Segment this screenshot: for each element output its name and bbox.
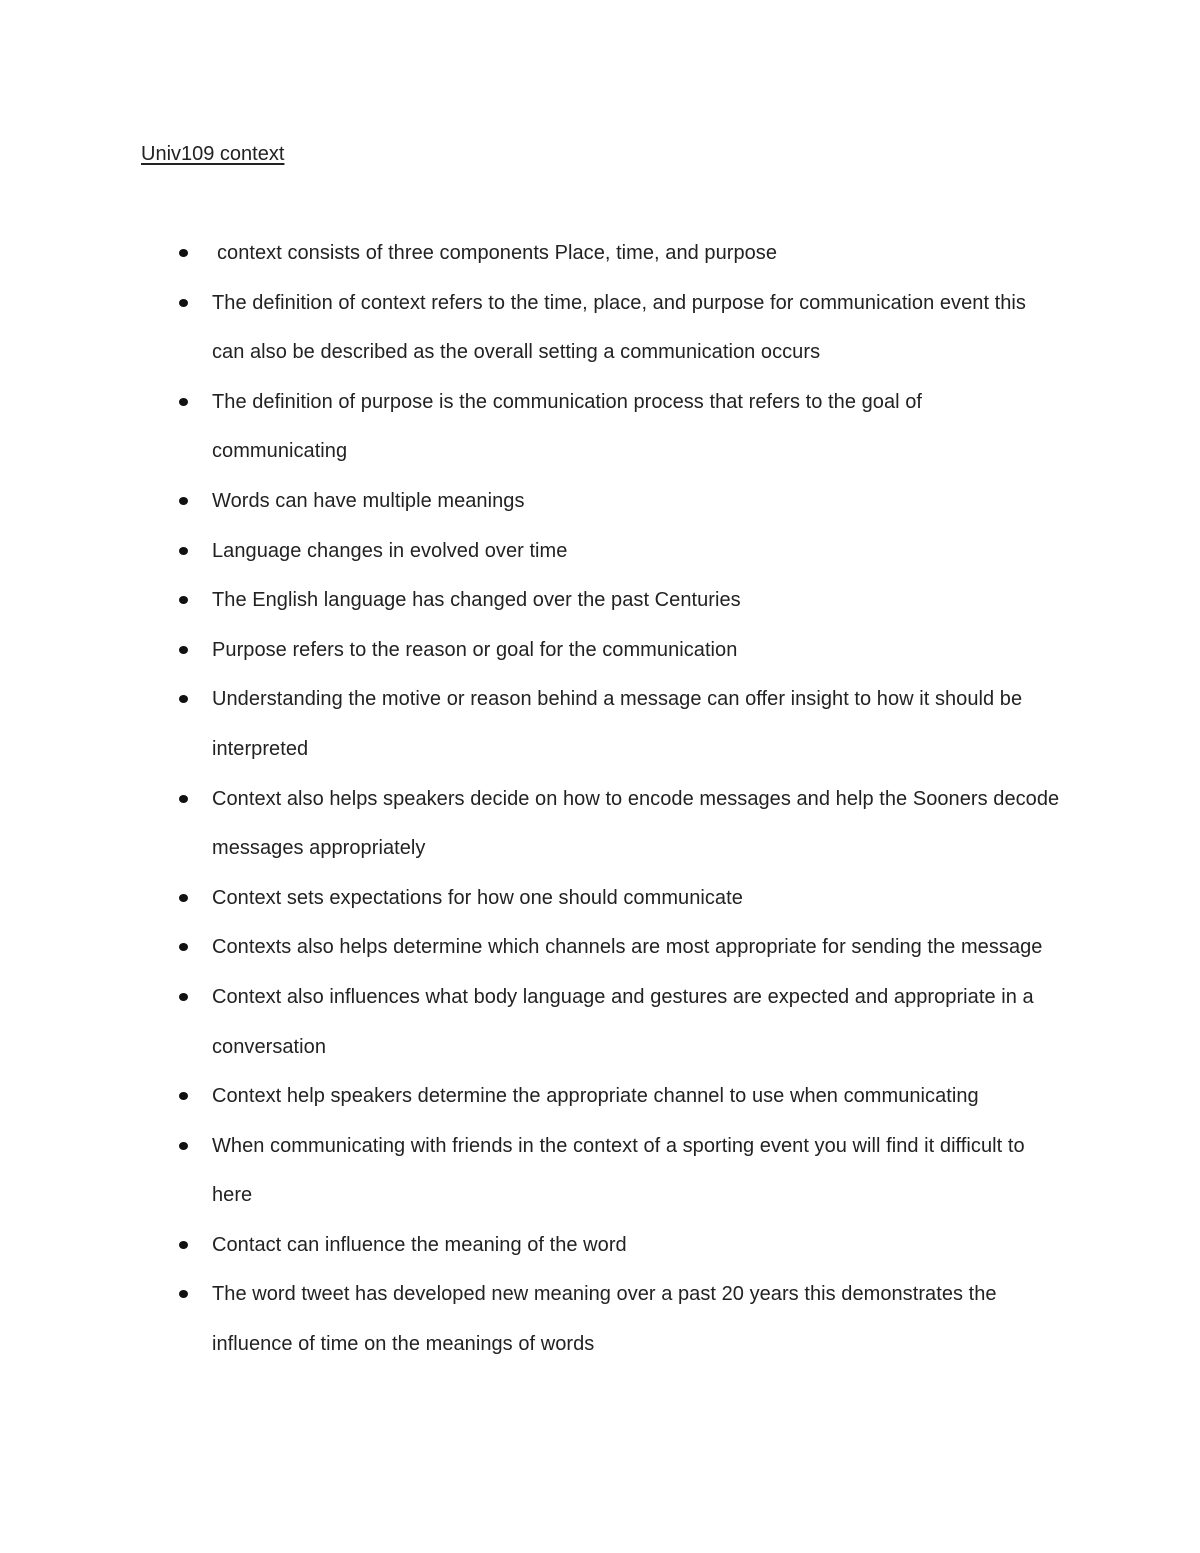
list-item-text: The definition of purpose is the communication process that refers to the goal of communicating <box>212 390 922 463</box>
list-item-text: Understanding the motive or reason behind a message can offer insight to how it should be interpreted <box>212 688 1023 760</box>
bullet-icon <box>179 299 188 307</box>
bullet-icon <box>179 1092 188 1100</box>
bullet-icon <box>179 398 188 406</box>
list-item-text: Context also helps speakers decide on how to encode messages and help the Sooners decode messages appropriately <box>212 787 1060 860</box>
bullet-icon <box>179 497 188 505</box>
page-title: Univ109 context <box>141 143 285 165</box>
bullet-icon <box>179 596 188 604</box>
bullet-icon <box>179 695 188 703</box>
bullet-icon <box>179 547 188 555</box>
list-item-text: Context sets expectations for how one should communicate <box>212 886 743 909</box>
bullet-icon <box>179 993 188 1001</box>
bullet-icon <box>179 1142 188 1150</box>
list-item-text: The English language has changed over the past Centuries <box>212 589 741 612</box>
list-item <box>0 775 1062 874</box>
list-item-text: Purpose refers to the reason or goal for the communication <box>212 638 738 661</box>
list-item-text: When communicating with friends in the context of a sporting event you will find it difficult to here <box>212 1134 1025 1207</box>
list-item-text: Context help speakers determine the appropriate channel to use when communicating <box>212 1085 979 1108</box>
list-item <box>0 378 1062 477</box>
list-item <box>0 229 1062 279</box>
bullet-icon <box>179 795 188 803</box>
list-item <box>0 874 1062 924</box>
list-item-text: Context also influences what body language and gestures are expected and appropriate in a conversation <box>212 985 1034 1058</box>
list-item <box>0 1122 1062 1221</box>
bullet-icon <box>179 894 188 902</box>
list-item-text: context consists of three components Place, time, and purpose <box>217 242 778 264</box>
list-item <box>0 675 1062 774</box>
bullet-list <box>0 229 1200 1370</box>
list-item-text: The definition of context refers to the time, place, and purpose for communication event this can also be described as the overall setting a communication occurs <box>212 291 1026 364</box>
list-item-text: The word tweet has developed new meaning over a past 20 years this demonstrates the influence of time on the meanings of words <box>212 1283 997 1356</box>
bullet-icon <box>179 249 188 257</box>
list-item <box>0 279 1062 378</box>
list-item-text: Contexts also helps determine which channels are most appropriate for sending the message <box>212 936 1043 959</box>
bullet-icon <box>179 1241 188 1249</box>
list-item <box>0 973 1062 1072</box>
list-item-text: Words can have multiple meanings <box>212 489 525 512</box>
list-item <box>0 576 1062 626</box>
bullet-icon <box>179 646 188 654</box>
list-item <box>0 1270 1062 1369</box>
list-item <box>0 1221 1062 1271</box>
bullet-icon <box>179 943 188 951</box>
list-item <box>0 477 1062 527</box>
list-item-text: Contact can influence the meaning of the word <box>212 1233 627 1256</box>
list-item <box>0 626 1062 676</box>
bullet-icon <box>179 1290 188 1298</box>
list-item <box>0 1072 1062 1122</box>
list-item-text: Language changes in evolved over time <box>212 539 568 562</box>
list-item <box>0 923 1062 973</box>
list-item <box>0 527 1062 577</box>
